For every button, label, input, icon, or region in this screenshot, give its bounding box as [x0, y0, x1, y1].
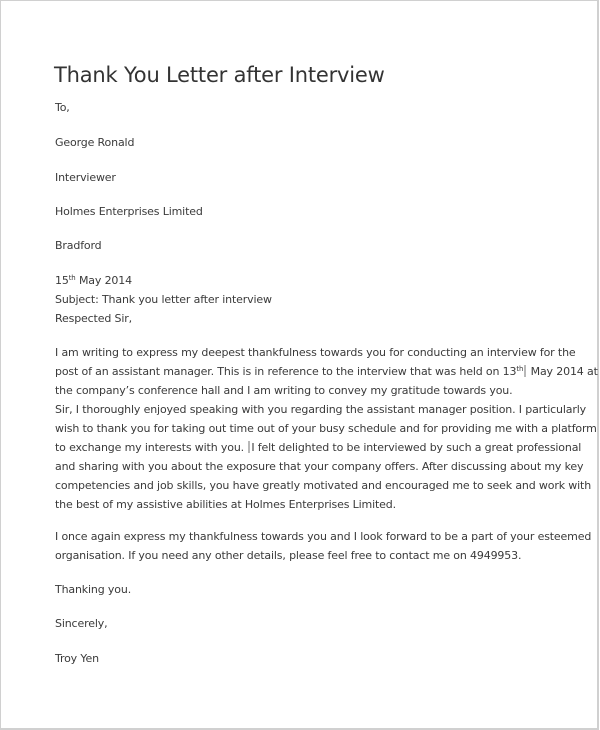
closing-signoff: Sincerely, — [55, 617, 108, 630]
recipient-name: George Ronald — [55, 136, 135, 149]
paragraph1-line: the company’s conference hall and I am writing to convey my gratitude towards you. — [55, 384, 513, 397]
recipient-position: Interviewer — [55, 171, 116, 184]
paragraph1-date-suffix: th — [516, 365, 524, 373]
paragraph2-line: organisation. If you need any other details, please feel free to contact me on 4949953. — [55, 549, 522, 562]
paragraph1-line: wish to thank you for taking out time out of your busy schedule and for providing me with a platform — [55, 422, 597, 435]
letter-greeting: Respected Sir, — [55, 312, 132, 325]
recipient-city: Bradford — [55, 239, 102, 252]
paragraph1-line-text: to exchange my interests with you. — [55, 441, 248, 454]
paragraph1-line: Sir, I thoroughly enjoyed speaking with you regarding the assistant manager position. I particularly — [55, 403, 586, 416]
paragraph2-line: I once again express my thankfulness towards you and I look forward to be a part of your esteemed — [55, 530, 592, 543]
letter-subject: Subject: Thank you letter after interview — [55, 293, 272, 306]
sender-name: Troy Yen — [55, 652, 99, 665]
recipient-to: To, — [55, 101, 70, 114]
paragraph1-line — [55, 441, 581, 455]
paragraph1-line: I am writing to express my deepest thankfulness towards you for conducting an interview for the — [55, 346, 576, 359]
text-cursor-mark — [524, 365, 526, 377]
date-day: 15 — [55, 274, 69, 287]
paragraph1-line: competencies and job skills, you have greatly motivated and encouraged me to seek and work with — [55, 479, 592, 492]
paragraph1-line-text: post of an assistant manager. This is in reference to the interview that was held on 13 — [55, 365, 517, 378]
closing-thanks: Thanking you. — [55, 583, 132, 596]
letter-title: Thank You Letter after Interview — [54, 63, 385, 87]
recipient-company: Holmes Enterprises Limited — [55, 205, 203, 218]
paragraph1-line — [55, 365, 598, 379]
date-suffix: th — [68, 274, 76, 282]
date-rest: May 2014 — [75, 274, 132, 287]
paragraph1-line: the best of my assistive abilities at Holmes Enterprises Limited. — [55, 498, 396, 511]
paragraph1-line: and sharing with you about the exposure that your company offers. After discussing about my key — [55, 460, 584, 473]
letter-date — [55, 274, 132, 288]
paragraph1-line-tail: May 2014 at — [527, 365, 598, 378]
paragraph1-line-tail: I felt delighted to be interviewed by such a great professional — [251, 441, 582, 454]
